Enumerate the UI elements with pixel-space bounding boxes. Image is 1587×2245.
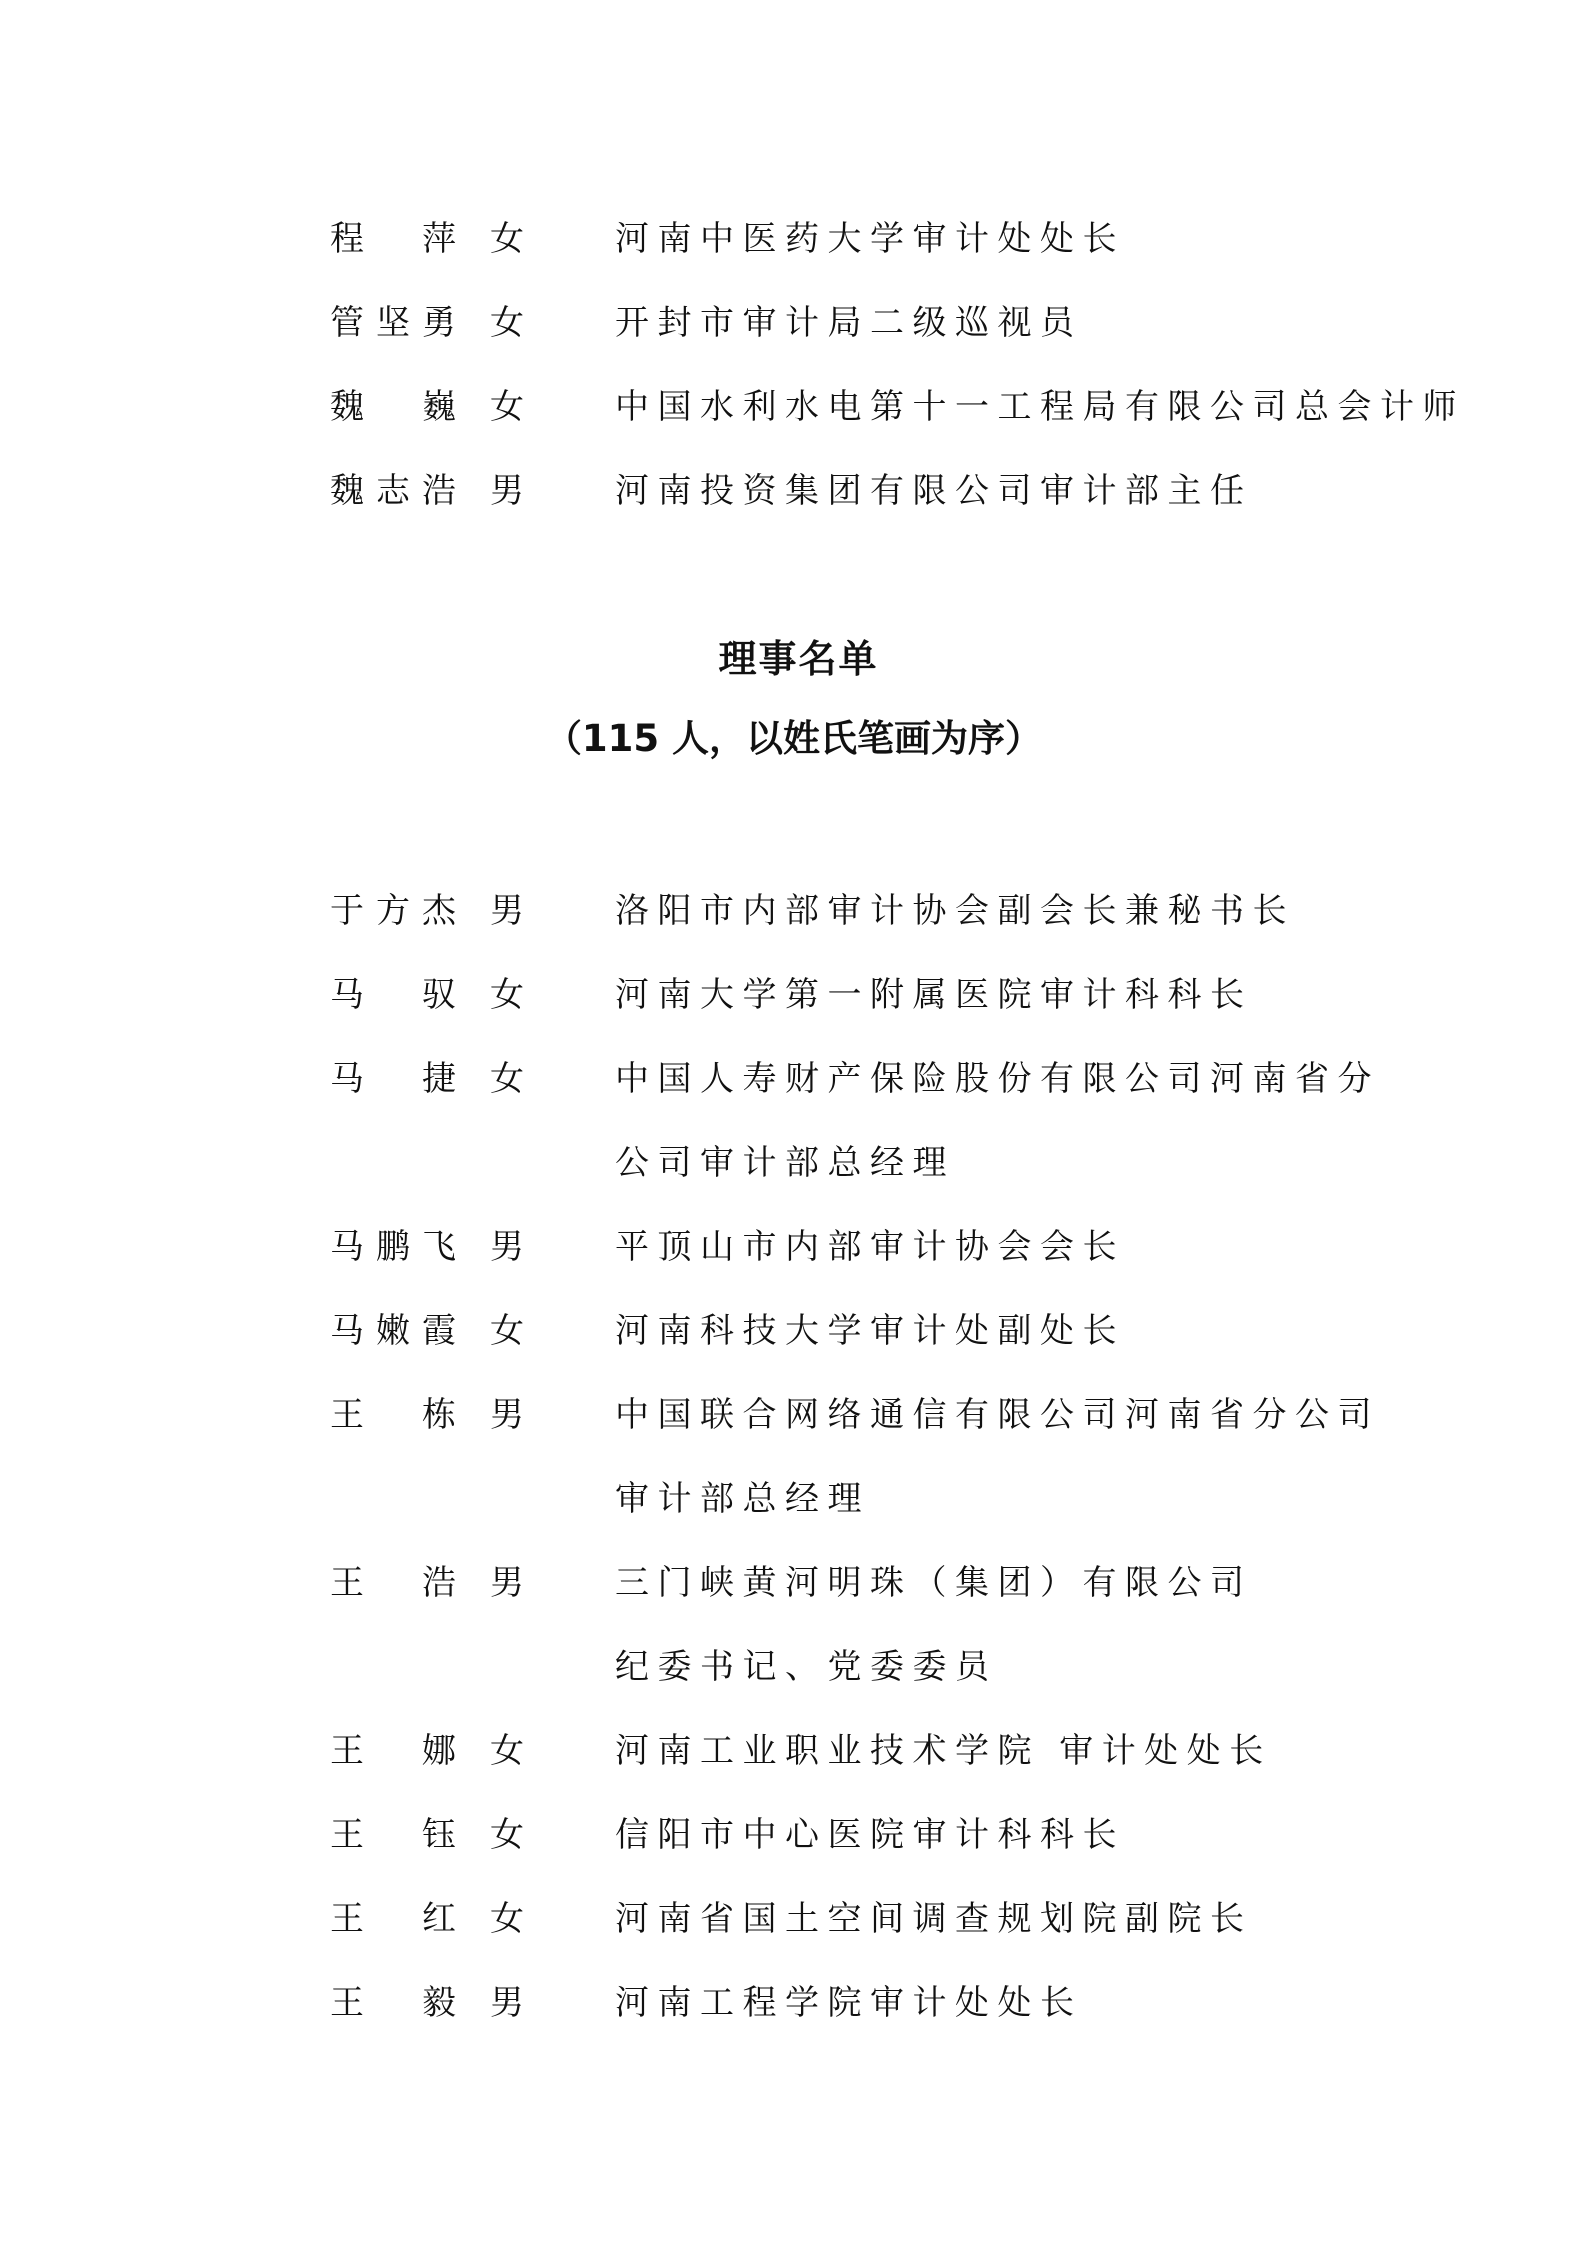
member-gender: 女 (490, 1310, 524, 1351)
member-affiliation: 审计部总经理 (615, 1478, 870, 1519)
member-affiliation: 信阳市中心医院审计科科长 (615, 1814, 1125, 1855)
list-item (330, 865, 1380, 949)
member-affiliation: 中国联合网络通信有限公司河南省分公司 (615, 1394, 1380, 1435)
member-affiliation: 河南投资集团有限公司审计部主任 (615, 470, 1253, 511)
member-gender: 男 (490, 1982, 524, 2023)
list-item-continuation (330, 1117, 1380, 1201)
member-gender: 男 (490, 470, 524, 511)
list-item (330, 1957, 1380, 2041)
member-affiliation: 公司审计部总经理 (615, 1142, 955, 1183)
list-item (330, 1201, 1380, 1285)
section-subtitle: （115 人，以姓氏笔画为序） (544, 717, 1043, 760)
member-gender: 女 (490, 302, 524, 343)
member-gender: 女 (490, 1898, 524, 1939)
member-name: 魏志浩 (330, 470, 456, 511)
member-affiliation: 河南省国土空间调查规划院副院长 (615, 1898, 1253, 1939)
member-name: 王红 (330, 1898, 456, 1939)
member-name: 程萍 (330, 218, 456, 259)
member-name: 马嫩霞 (330, 1310, 456, 1351)
member-gender: 女 (490, 974, 524, 1015)
member-gender: 女 (490, 218, 524, 259)
list-item (330, 361, 1465, 445)
member-name: 王娜 (330, 1730, 456, 1771)
list-item (330, 1285, 1380, 1369)
list-item (330, 1537, 1380, 1621)
list-item (330, 1873, 1380, 1957)
member-name: 魏巍 (330, 386, 456, 427)
member-affiliation: 河南中医药大学审计处处长 (615, 218, 1125, 259)
member-affiliation: 河南工程学院审计处处长 (615, 1982, 1083, 2023)
member-gender: 女 (490, 1814, 524, 1855)
member-affiliation: 三门峡黄河明珠（集团）有限公司 (615, 1562, 1253, 1603)
list-item (330, 1789, 1380, 1873)
member-name: 王栋 (330, 1394, 456, 1435)
director-list (330, 865, 1380, 2041)
member-name: 管坚勇 (330, 302, 456, 343)
list-item (330, 1369, 1380, 1453)
list-item (330, 277, 1465, 361)
list-item (330, 1033, 1380, 1117)
member-gender: 男 (490, 890, 524, 931)
member-affiliation: 河南科技大学审计处副处长 (615, 1310, 1125, 1351)
list-item-continuation (330, 1621, 1380, 1705)
member-affiliation: 中国水利水电第十一工程局有限公司总会计师 (615, 386, 1465, 427)
member-name: 于方杰 (330, 890, 456, 931)
member-affiliation: 纪委书记、党委委员 (615, 1646, 998, 1687)
member-gender: 男 (490, 1562, 524, 1603)
member-gender: 女 (490, 386, 524, 427)
member-gender: 女 (490, 1058, 524, 1099)
member-name: 王毅 (330, 1982, 456, 2023)
section-title: 理事名单 (718, 637, 879, 681)
list-item (330, 1705, 1380, 1789)
list-item-continuation (330, 1453, 1380, 1537)
member-affiliation: 平顶山市内部审计协会会长 (615, 1226, 1125, 1267)
member-gender: 女 (490, 1730, 524, 1771)
member-name: 马鹏飞 (330, 1226, 456, 1267)
member-name: 马驭 (330, 974, 456, 1015)
member-name: 马捷 (330, 1058, 456, 1099)
list-item (330, 193, 1465, 277)
member-affiliation: 中国人寿财产保险股份有限公司河南省分 (615, 1058, 1380, 1099)
member-affiliation: 河南大学第一附属医院审计科科长 (615, 974, 1253, 1015)
member-affiliation: 河南工业职业技术学院 审计处处长 (615, 1730, 1272, 1771)
member-gender: 男 (490, 1226, 524, 1267)
list-item (330, 949, 1380, 1033)
member-gender: 男 (490, 1394, 524, 1435)
member-name: 王浩 (330, 1562, 456, 1603)
member-affiliation: 开封市审计局二级巡视员 (615, 302, 1083, 343)
member-affiliation: 洛阳市内部审计协会副会长兼秘书长 (615, 890, 1295, 931)
list-item (330, 445, 1465, 529)
previous-member-list (330, 193, 1465, 529)
member-name: 王钰 (330, 1814, 456, 1855)
